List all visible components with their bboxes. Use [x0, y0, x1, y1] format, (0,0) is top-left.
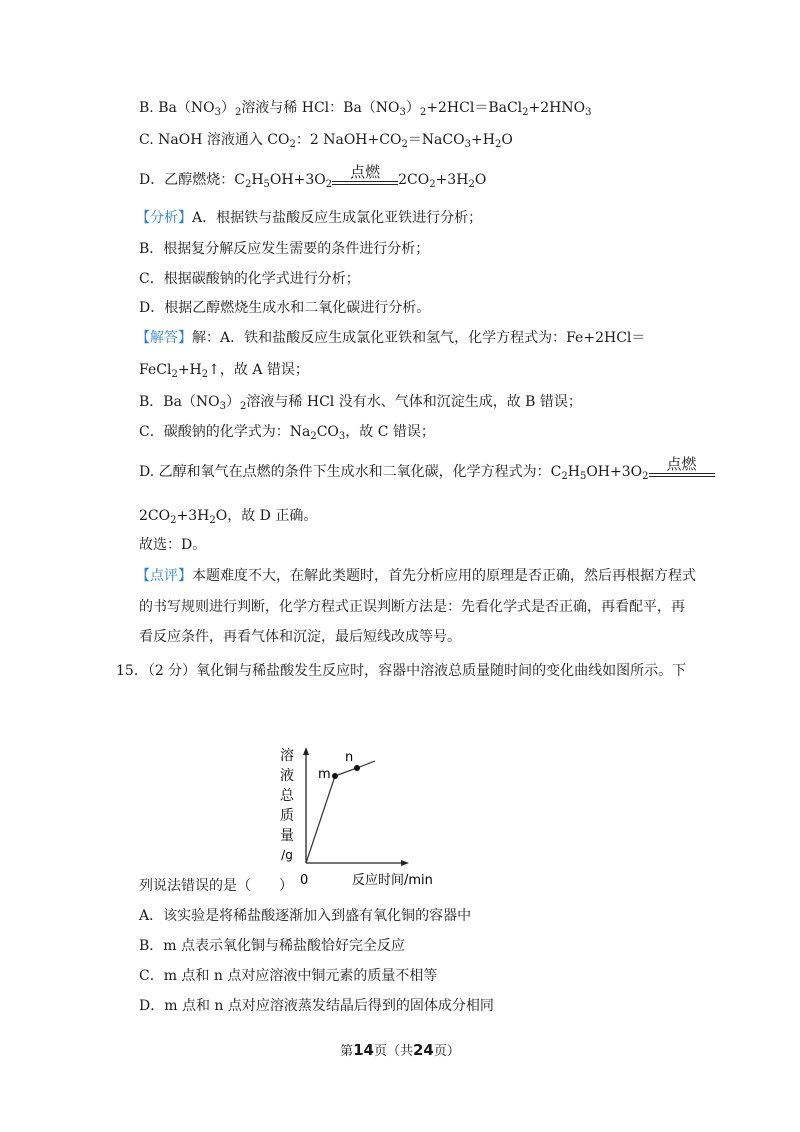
svg-text:总: 总	[280, 788, 294, 804]
analysis-b: B．根据复分解反应发生需要的条件进行分析；	[139, 241, 430, 257]
option-d: D．m 点和 n 点对应溶液蒸发结晶后得到的固体成分相同	[139, 998, 494, 1014]
svg-text:量: 量	[280, 828, 294, 844]
comment-line3: 看反应条件，再看气体和沉淀，最后短线改成等号。	[139, 629, 461, 645]
x-axis-arrow	[401, 860, 409, 866]
question-15-stem-cont: 列说法错误的是（ ）	[139, 878, 293, 894]
answer-d-line2: $2CO_2+3H_2O$，故 D 正确。	[139, 508, 318, 526]
y-axis-label	[280, 747, 295, 862]
answer-d-line1: D. 乙醇和氧气在点燃的条件下生成水和二氧化碳，化学方程式为：$C_2H_5OH+3O_2$ 点燃	[139, 462, 715, 482]
comment-line1: 【点评】本题难度不大，在解此类题时，首先分析应用的原理是否正确，然后再根据方程式	[136, 568, 696, 584]
page-footer: 第14页（共24页）	[340, 1041, 460, 1059]
comment-tag: 【点评】	[136, 568, 192, 584]
ignite-condition: 点燃	[332, 170, 398, 190]
answer-a-line1: 【解答】解：A．铁和盐酸反应生成氯化亚铁和氢气，化学方程式为：Fe+2HCl＝	[136, 330, 646, 346]
analysis-a: 【分析】A．根据铁与盐酸反应生成氯化亚铁进行分析；	[136, 210, 483, 226]
option-b: B．m 点表示氧化铜与稀盐酸恰好完全反应	[139, 938, 406, 954]
svg-text:/g: /g	[281, 848, 293, 862]
svg-text:液: 液	[280, 768, 294, 784]
page-number: 14	[353, 1041, 374, 1059]
option-c: C．m 点和 n 点对应溶液中铜元素的质量不相等	[139, 968, 438, 984]
answer-tag: 【解答】	[136, 330, 192, 346]
curve-line	[306, 761, 375, 863]
analysis-c: C．根据碳酸钠的化学式进行分析；	[139, 271, 360, 287]
option-c-equation: C. NaOH 溶液通入 $CO_2$：2 $NaOH+CO_2=NaCO_3+H_2O$	[139, 132, 513, 150]
point-n-label: n	[345, 750, 354, 765]
option-b-equation: B. $Ba(NO_3)_2$溶液与稀 HCl：$Ba(NO_3)_2+2HCl=BaCl_2+2HNO_3$	[139, 100, 592, 118]
point-m-label: m	[318, 767, 331, 782]
analysis-tag: 【分析】	[136, 210, 192, 226]
point-m-dot	[332, 773, 338, 779]
svg-text:质: 质	[280, 808, 294, 824]
x-axis-label: 反应时间/min	[352, 873, 433, 888]
mass-time-graph	[275, 745, 445, 899]
answer-c: C．碳酸钠的化学式为：$Na_2CO_3$，故 C 错误；	[139, 424, 435, 442]
question-15-stem: 15．（2 分）氧化铜与稀盐酸发生反应时，容器中溶液总质量随时间的变化曲线如图所示。下	[116, 663, 687, 679]
point-n-dot	[354, 765, 360, 771]
option-a: A．该实验是将稀盐酸逐渐加入到盛有氧化铜的容器中	[139, 908, 472, 924]
total-pages: 24	[413, 1041, 434, 1059]
choose-answer: 故选：D。	[139, 537, 207, 553]
answer-b: B．$Ba(NO_3)_2$溶液与稀 HCl 没有水、气体和沉淀生成，故 B 错误；	[139, 394, 582, 412]
comment-line2: 的书写规则进行判断，化学方程式正误判断方法是：先看化学式是否正确，再看配平，再	[139, 599, 685, 615]
ignite-condition-answer: 点燃	[649, 462, 715, 482]
origin-label: 0	[300, 873, 309, 888]
option-d-equation: D．乙醇燃烧：$C_2H_5OH+3O_2$ 点燃 $2CO_2+3H_2O$	[139, 163, 487, 190]
svg-text:溶: 溶	[280, 748, 294, 764]
y-axis-arrow	[303, 747, 309, 755]
analysis-d: D．根据乙醇燃烧生成水和二氧化碳进行分析。	[139, 300, 431, 316]
answer-a-line2: $FeCl_2+H_2↑$，故 A 错误；	[139, 362, 309, 380]
